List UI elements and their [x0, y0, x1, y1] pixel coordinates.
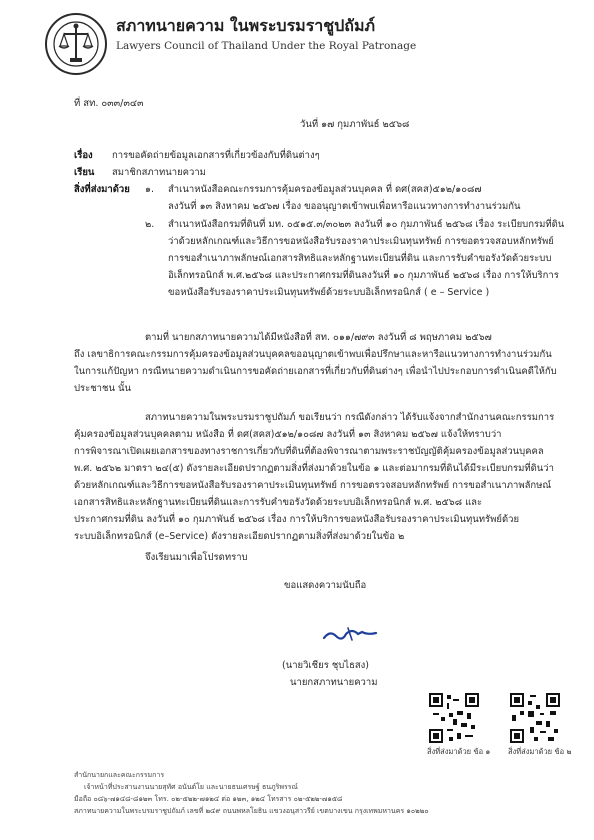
enclosure-2-line: การขอสำเนาภาพลักษณ์เอกสารสิทธิและหลักฐานทะเบียนที่ดิน และการรับคำขอรังวัดด้วยระบบ — [168, 253, 552, 264]
enclosure-2-line: อิเล็กทรอนิกส์ พ.ศ.๒๕๖๘ และประกาศกรมที่ดินลงวันที่ ๑๐ กุมภาพันธ์ ๒๕๖๘ เรื่อง การให้บริการ — [168, 270, 559, 281]
footer-line: มือถือ ๐๘๖-๗๑๔๘-๘๑๒๓ โทร. ๐๒-๕๒๒-๗๑๒๔ ต่อ ๑๒๓, ๑๒๔ โทรสาร ๐๒-๕๒๒-๗๑๕๘ — [74, 795, 343, 803]
body-paragraph-2-line: ระบบอิเล็กทรอนิกส์ (e–Service) ดังรายละเอียดปรากฏตามสิ่งที่ส่งมาด้วยในข้อ ๒ — [74, 531, 405, 542]
body-paragraph-2-first-line: สภาทนายความในพระบรมราชูปถัมภ์ ขอเรียนว่า กรณีดังกล่าว ได้รับแจ้งจากสำนักงานคณะกรรมการ — [145, 412, 555, 423]
body-paragraph-2-line: การพิจารณาเปิดเผยเอกสารของทางราชการเกี่ยวกับที่ดินที่ต้องพิจารณาตามพระราชบัญญัติคุ้มครองข้อมูลส่วนบุคคล — [74, 446, 544, 457]
subject-text: การขอคัดถ่ายข้อมูลเอกสารที่เกี่ยวข้องกับที่ดินต่างๆ — [112, 150, 320, 161]
enclosure-1-number: ๑. — [145, 184, 155, 195]
enclosure-label: สิ่งที่ส่งมาด้วย — [74, 184, 130, 195]
body-paragraph-2-line: ประกาศกรมที่ดิน ลงวันที่ ๑๐ กุมภาพันธ์ ๒๕๖๘ เรื่อง การให้บริการขอหนังสือรับรองราคาประเมินทุนทรัพย์ด้วย — [74, 514, 520, 525]
subject-label: เรื่อง — [74, 150, 93, 161]
enclosure-2-line: สำเนาหนังสือกรมที่ดินที่ มท. ๐๕๑๕.๓/๓๐๒๓ ลงวันที่ ๑๐ กุมภาพันธ์ ๒๕๖๘ เรื่อง ระเบียบกรมที่ดิน — [168, 219, 565, 230]
to-text: สมาชิกสภาทนายความ — [112, 167, 206, 178]
enclosure-2-line: ว่าด้วยหลักเกณฑ์และวิธีการขอหนังสือรับรองราคาประเมินทุนทรัพย์ การขอตรวจสอบหลักทรัพย์ — [168, 236, 554, 247]
letter-date: วันที่ ๑๗ กุมภาพันธ์ ๒๕๖๘ — [300, 119, 410, 130]
body-paragraph-3: จึงเรียนมาเพื่อโปรดทราบ — [145, 552, 248, 563]
org-name-english: Lawyers Council of Thailand Under the Royal Patronage — [116, 40, 417, 52]
body-paragraph-1-line: ในการแก้ปัญหา กรณีทนายความดำเนินการขอคัดถ่ายเอกสารที่เกี่ยวกับที่ดินต่างๆ เพื่อนำไปประกอบการดำเนินคดีให้กับ — [74, 366, 557, 377]
body-paragraph-1-line: ถึง เลขาธิการคณะกรรมการคุ้มครองข้อมูลส่วนบุคคลขออนุญาตเข้าพบเพื่อปรึกษาและหารือแนวทางการทำงานร่วมกัน — [74, 349, 552, 360]
body-paragraph-1-line: ประชาชน นั้น — [74, 383, 131, 394]
body-paragraph-1-first-line: ตามที่ นายกสภาทนายความได้มีหนังสือที่ สท. ๐๑๑/๗๙๓ ลงวันที่ ๘ พฤษภาคม ๒๕๖๗ — [145, 332, 492, 343]
signer-name: (นายวิเชียร ชุบไธสง) — [282, 660, 370, 671]
body-paragraph-2-line: พ.ศ. ๒๕๖๒ มาตรา ๒๔(๕) ดังรายละเอียดปรากฏตามสิ่งที่ส่งมาด้วยในข้อ ๑ และต่อมากรมที่ดินได้มีระเบียบกรมที่ดินว่า — [74, 463, 554, 474]
qr-code-enclosure-1[interactable] — [429, 693, 479, 743]
enclosure-1-line: ลงวันที่ ๑๓ สิงหาคม ๒๕๖๗ เรื่อง ขออนุญาตเข้าพบเพื่อหารือแนวทางการทำงานร่วมกัน — [168, 201, 521, 212]
enclosure-1-line: สำเนาหนังสือคณะกรรมการคุ้มครองข้อมูลส่วนบุคคล ที่ ดศ(สคส)๕๑๒/๑๐๘๗ — [168, 184, 482, 195]
qr-caption-2: สิ่งที่ส่งมาด้วย ข้อ ๒ — [508, 747, 572, 756]
footer-line: สภาทนายความในพระบรมราชูปถัมภ์ เลขที่ ๒๔๙ ถนนพหลโยธิน แขวงอนุสาวรีย์ เขตบางเขน กรุงเทพมหานคร ๑๐๒๒๐ — [74, 807, 429, 815]
signer-title: นายกสภาทนายความ — [290, 677, 378, 688]
enclosure-2-line: ขอหนังสือรับรองราคาประเมินทุนทรัพย์ด้วยระบบอิเล็กทรอนิกส์ ( e – Service ) — [168, 287, 490, 298]
closing-text: ขอแสดงความนับถือ — [284, 580, 367, 591]
body-paragraph-2-line: คุ้มครองข้อมูลส่วนบุคคลตาม หนังสือ ที่ ดศ(สคส)๕๑๒/๑๐๘๗ ลงวันที่ ๑๓ สิงหาคม ๒๕๖๗ แจ้งให้ทราบว่า — [74, 429, 502, 440]
handwritten-signature — [322, 622, 378, 646]
qr-caption-1: สิ่งที่ส่งมาด้วย ข้อ ๑ — [427, 747, 491, 756]
enclosure-2-number: ๒. — [145, 219, 155, 230]
body-paragraph-2-line: เอกสารสิทธิและหลักฐานทะเบียนที่ดินและการรับคำขอรังวัดด้วยระบบอิเล็กทรอนิกส์ พ.ศ. ๒๕๖๘ และ — [74, 497, 483, 508]
qr-code-enclosure-2[interactable] — [510, 693, 560, 743]
to-label: เรียน — [74, 167, 95, 178]
body-paragraph-2-line: ด้วยหลักเกณฑ์และวิธีการขอหนังสือรับรองราคาประเมินทุนทรัพย์ การขอตรวจสอบหลักทรัพย์ การขอสำเนาภาพลักษณ์ — [74, 480, 552, 491]
council-seal-logo — [44, 12, 108, 76]
footer-line: เจ้าหน้าที่ประสานงานนายสุทัศ อนันต์โย และนายธนเศรษฐ์ ธนภูริพรรณ์ — [84, 783, 299, 791]
org-name-thai: สภาทนายความ ในพระบรมราชูปถัมภ์ — [116, 16, 376, 35]
footer-line: สำนักนายกและคณะกรรมการ — [74, 771, 165, 779]
reference-number: ที่ สท. ๐๓๓/๓๔๓ — [74, 98, 144, 109]
